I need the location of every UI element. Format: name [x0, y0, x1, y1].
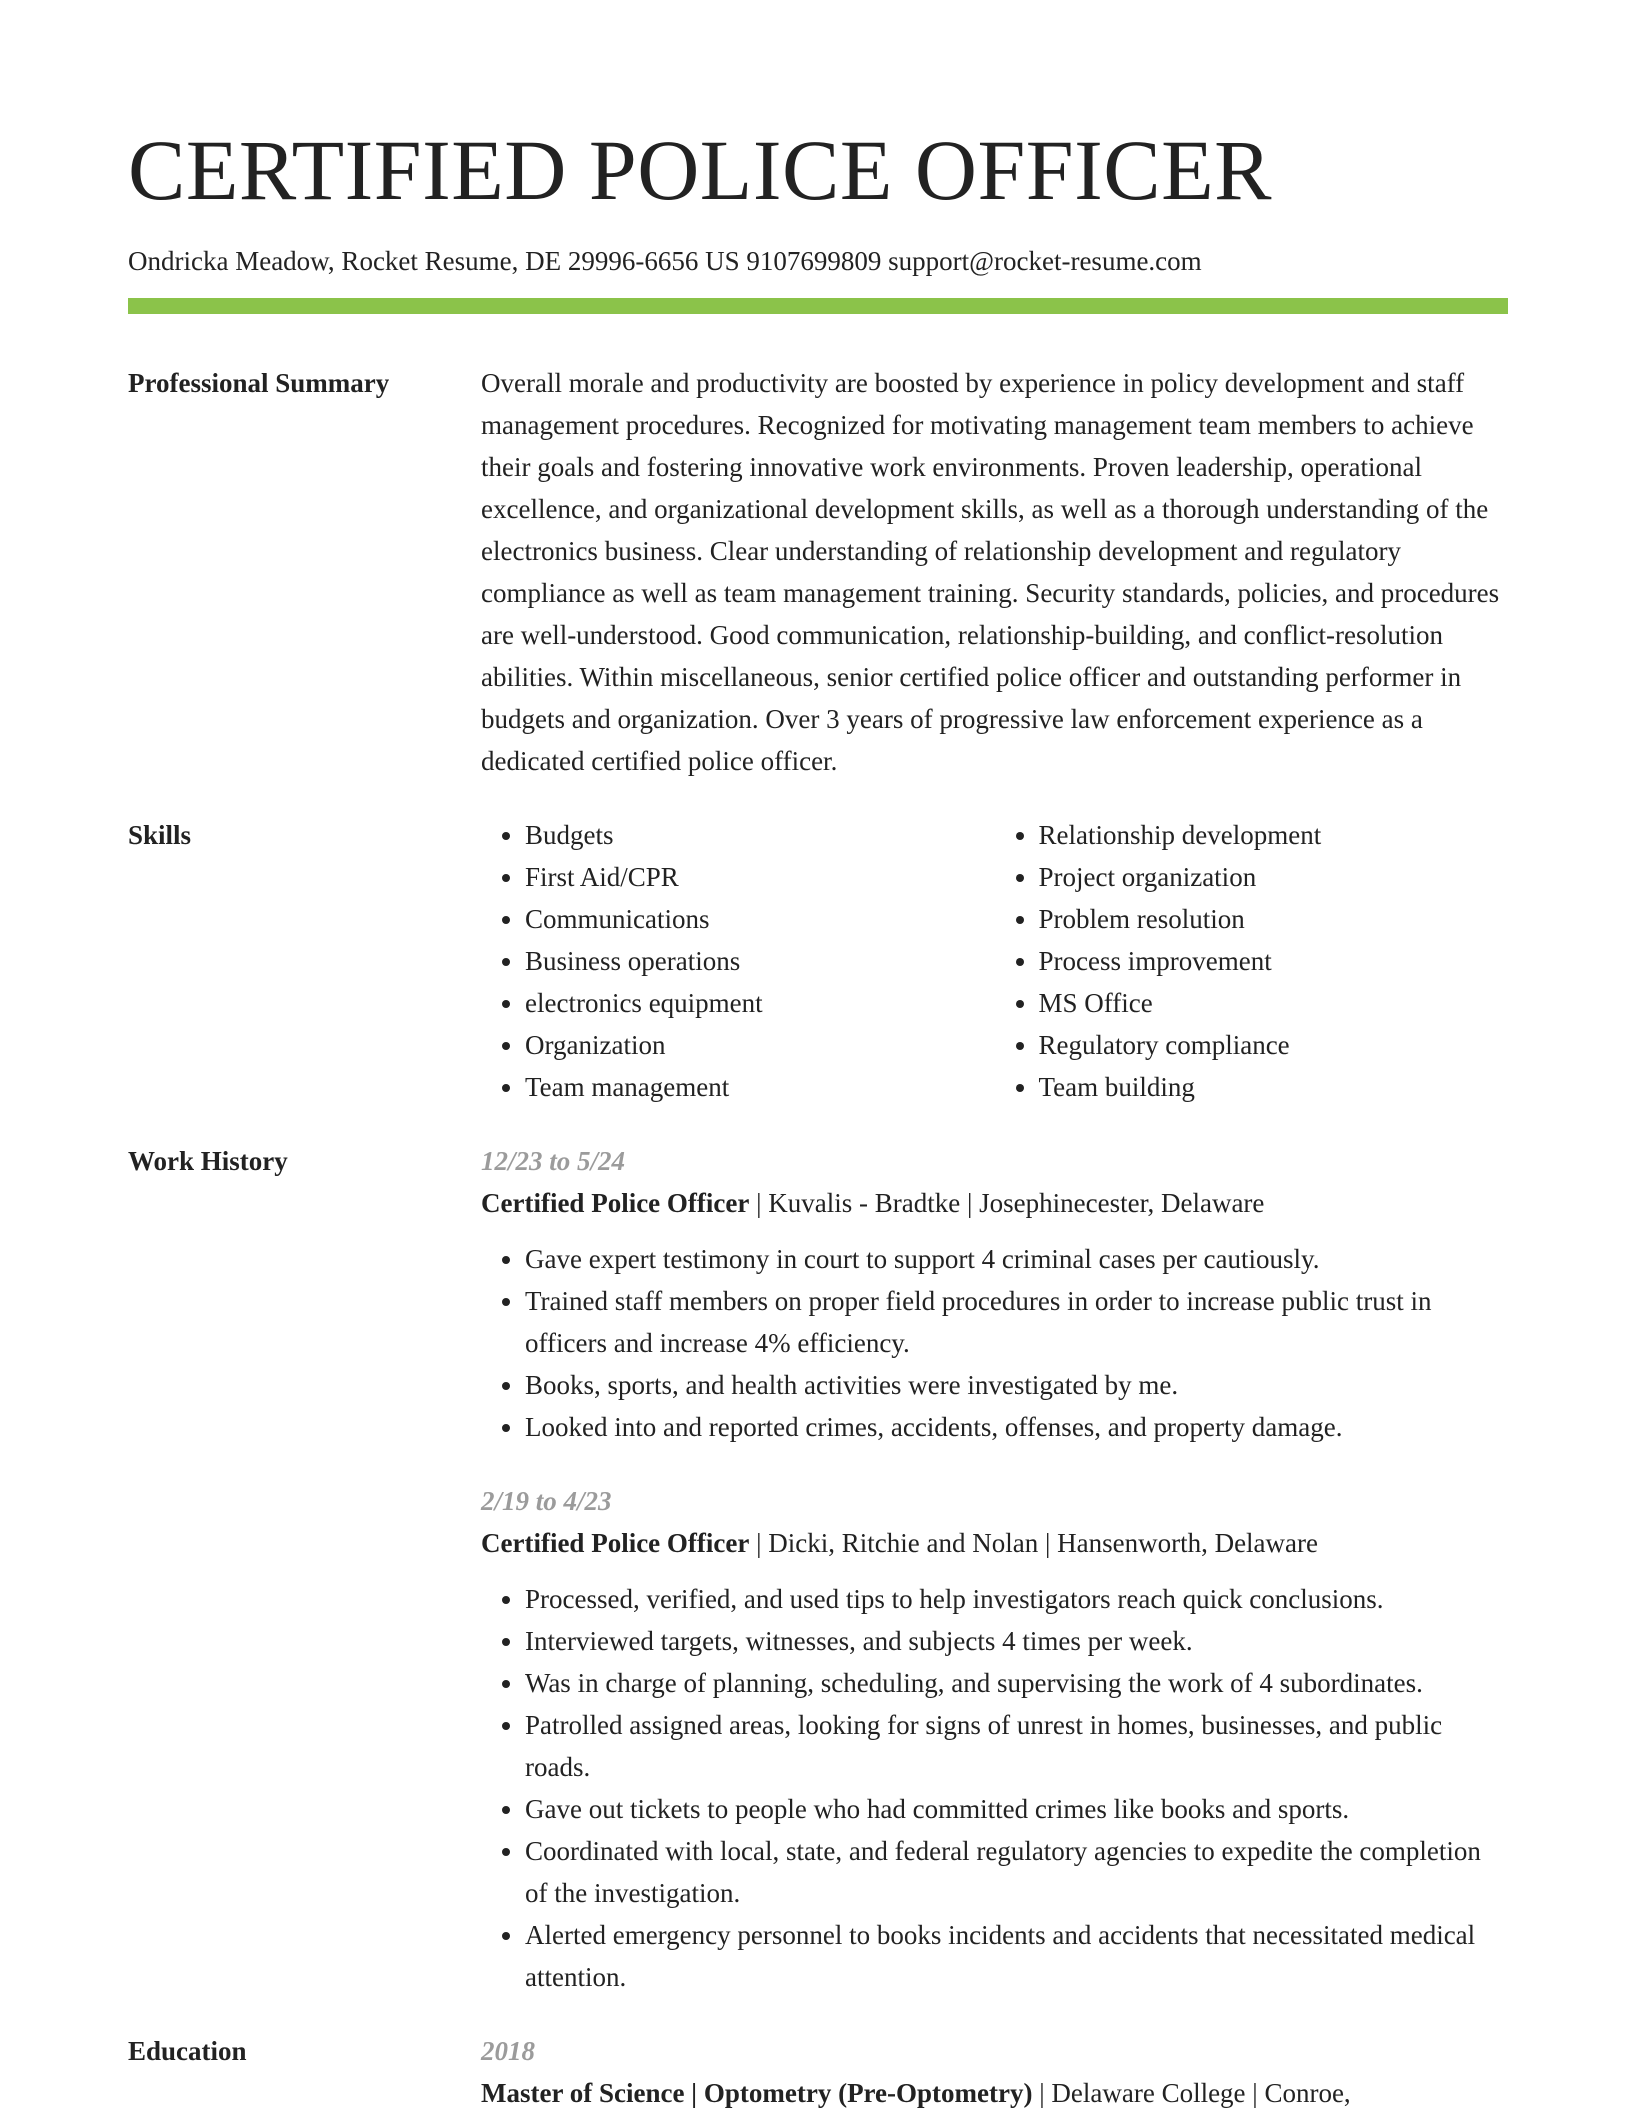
job-employer-location: | Kuvalis - Bradtke | Josephinecester, Delaware — [749, 1188, 1265, 1218]
work-history-section — [128, 1140, 1508, 1998]
job-heading — [481, 1182, 1508, 1224]
education-heading — [481, 2072, 1508, 2114]
degree-title: Master of Science | Optometry (Pre-Optometry) — [481, 2078, 1033, 2108]
skill-item: • electronics equipment — [525, 982, 995, 1024]
skill-item: • Regulatory compliance — [1039, 1024, 1509, 1066]
skill-item: • Project organization — [1039, 856, 1509, 898]
skill-item: • Problem resolution — [1039, 898, 1509, 940]
work-history-entries — [481, 1140, 1508, 1998]
job-bullet: • Coordinated with local, state, and federal regulatory agencies to expedite the completion of the investigation. — [525, 1830, 1508, 1914]
skill-item: • First Aid/CPR — [525, 856, 995, 898]
job-bullet: • Books, sports, and health activities were investigated by me. — [525, 1364, 1508, 1406]
job-bullet: • Trained staff members on proper field procedures in order to increase public trust in officers and increase 4% efficiency. — [525, 1280, 1508, 1364]
skill-item: • Organization — [525, 1024, 995, 1066]
job-bullet: • Alerted emergency personnel to books incidents and accidents that necessitated medical attention. — [525, 1914, 1508, 1998]
skill-item: • Communications — [525, 898, 995, 940]
job-entry — [481, 1480, 1508, 1998]
job-bullet: • Gave expert testimony in court to support 4 criminal cases per cautiously. — [525, 1238, 1508, 1280]
education-section — [128, 2030, 1508, 2114]
skill-item: • Budgets — [525, 814, 995, 856]
contact-line: Ondricka Meadow, Rocket Resume, DE 29996-6656 US 9107699809 support@rocket-resume.com — [128, 246, 1202, 276]
job-bullet: • Gave out tickets to people who had committed crimes like books and sports. — [525, 1788, 1508, 1830]
section-label-work-history: Work History — [128, 1146, 288, 1176]
job-bullet: • Processed, verified, and used tips to help investigators reach quick conclusions. — [525, 1578, 1508, 1620]
skill-item: • Process improvement — [1039, 940, 1509, 982]
job-bullets — [481, 1578, 1508, 1998]
section-label-education: Education — [128, 2036, 247, 2066]
job-bullet: • Patrolled assigned areas, looking for signs of unrest in homes, businesses, and public roads. — [525, 1704, 1508, 1788]
skill-item: • Team management — [525, 1066, 995, 1108]
job-bullet: • Looked into and reported crimes, accidents, offenses, and property damage. — [525, 1406, 1508, 1448]
header-divider — [128, 298, 1508, 314]
skills-column-left — [481, 814, 995, 1108]
job-heading — [481, 1522, 1508, 1564]
skill-item: • Relationship development — [1039, 814, 1509, 856]
education-entry — [481, 2030, 1508, 2114]
skills-columns — [481, 814, 1508, 1108]
education-date: 2018 — [481, 2036, 535, 2066]
job-bullets — [481, 1238, 1508, 1448]
job-bullet: • Interviewed targets, witnesses, and subjects 4 times per week. — [525, 1620, 1508, 1662]
school-location: | Delaware College | Conroe, — [1032, 2078, 1351, 2108]
skills-section — [128, 814, 1508, 1108]
summary-text: Overall morale and productivity are boosted by experience in policy development and staff management procedures. Recognized for motivating management team members to achieve their goals and fostering innovative work environments. Proven leadership, operational excellence, and organizational development skills, as well as a thorough understanding of the electronics business. Clear understanding of relationship development and regulatory compliance as well as team management training. Security standards, policies, and procedures are well-understood. Good communication, relationship-building, and conflict-resolution abilities. Within miscellaneous, senior certified police officer and outstanding performer in budgets and organization. Over 3 years of progressive law enforcement experience as a dedicated certified police officer. — [481, 368, 1500, 776]
job-entry — [481, 1140, 1508, 1448]
resume-title: CERTIFIED POLICE OFFICER — [128, 122, 1273, 218]
job-bullet: • Was in charge of planning, scheduling, and supervising the work of 4 subordinates. — [525, 1662, 1508, 1704]
skill-item: • Business operations — [525, 940, 995, 982]
job-employer-location: | Dicki, Ritchie and Nolan | Hansenworth, Delaware — [749, 1528, 1318, 1558]
skill-item: • MS Office — [1039, 982, 1509, 1024]
section-label-skills: Skills — [128, 820, 192, 850]
job-title: Certified Police Officer — [481, 1188, 750, 1218]
section-label-summary: Professional Summary — [128, 368, 390, 398]
job-dates: 12/23 to 5/24 — [481, 1146, 626, 1176]
skills-column-right — [995, 814, 1509, 1108]
skill-item: • Team building — [1039, 1066, 1509, 1108]
professional-summary-section — [128, 362, 1508, 782]
job-dates: 2/19 to 4/23 — [481, 1486, 612, 1516]
job-title: Certified Police Officer — [481, 1528, 750, 1558]
resume-page — [128, 0, 1508, 2114]
